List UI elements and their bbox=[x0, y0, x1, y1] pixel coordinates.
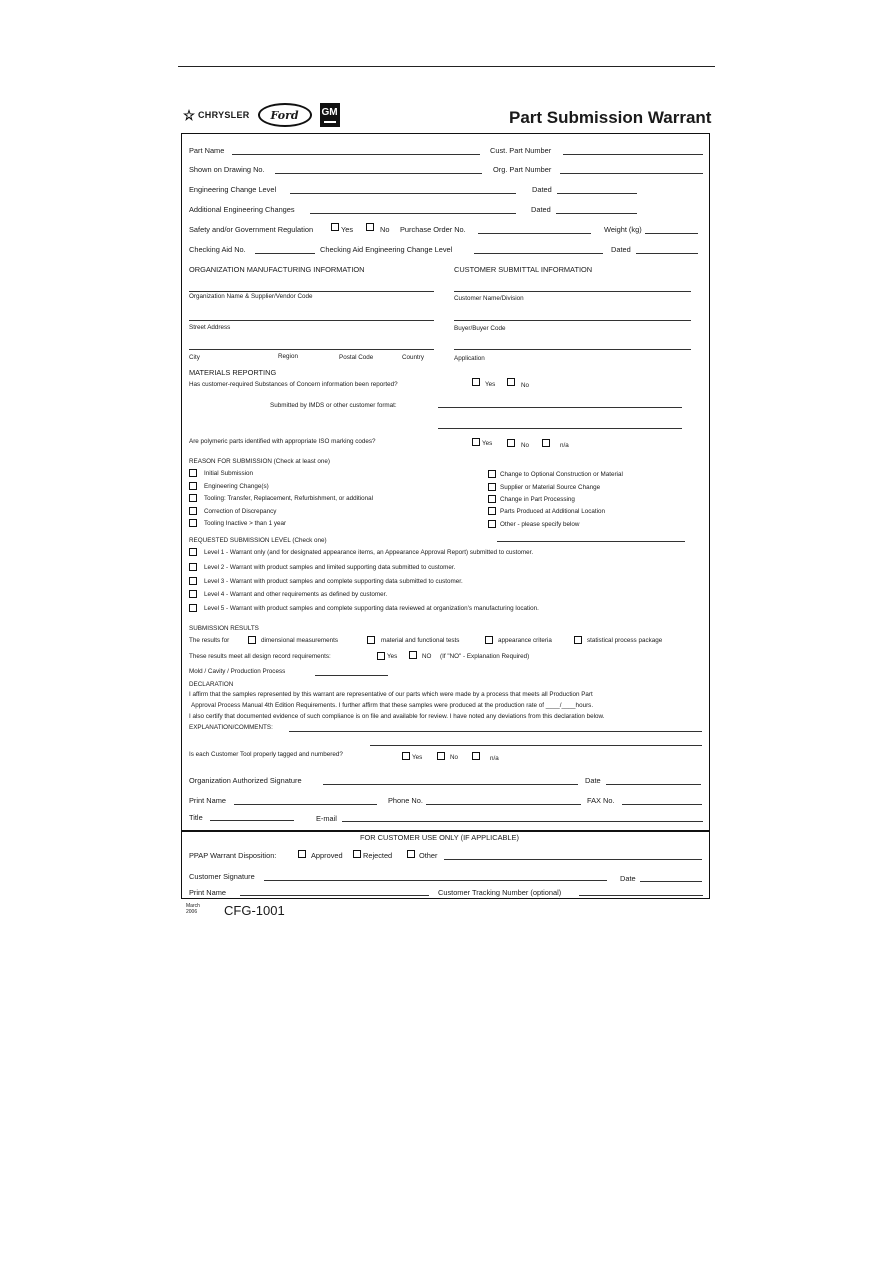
reason-checkbox[interactable] bbox=[189, 469, 197, 477]
customer-print-name-field[interactable] bbox=[240, 895, 429, 896]
customer-signature-label: Customer Signature bbox=[189, 872, 255, 881]
title-label: Title bbox=[189, 813, 203, 822]
ford-wordmark: Ford bbox=[270, 108, 299, 122]
declaration-heading: DECLARATION bbox=[189, 681, 234, 688]
meet-requirements-label: These results meet all design record requirements: bbox=[189, 653, 331, 660]
reason-checkbox[interactable] bbox=[488, 470, 496, 478]
region-label: Region bbox=[278, 353, 298, 360]
email-field[interactable] bbox=[342, 821, 703, 822]
reason-label: Other - please specify below bbox=[500, 521, 580, 528]
other-label: Other bbox=[419, 851, 438, 860]
print-name-field[interactable] bbox=[234, 804, 377, 805]
material-tests-label: material and functional tests bbox=[381, 637, 460, 644]
postal-code-label: Postal Code bbox=[339, 354, 374, 361]
level-3-checkbox[interactable] bbox=[189, 577, 197, 585]
drawing-no-label: Shown on Drawing No. bbox=[189, 165, 265, 174]
level-4-label: Level 4 - Warrant and other requirements as defined by customer. bbox=[204, 591, 388, 598]
street-address-field[interactable] bbox=[189, 320, 434, 321]
level-5-checkbox[interactable] bbox=[189, 604, 197, 612]
safety-yes-checkbox[interactable] bbox=[331, 223, 339, 231]
explanation-label: EXPLANATION/COMMENTS: bbox=[189, 724, 273, 731]
meet-yes-checkbox[interactable] bbox=[377, 652, 385, 660]
phone-label: Phone No. bbox=[388, 796, 423, 805]
materials-heading: MATERIALS REPORTING bbox=[189, 368, 277, 377]
org-name-field[interactable] bbox=[189, 291, 434, 292]
dated-2-field[interactable] bbox=[556, 213, 637, 214]
approved-label: Approved bbox=[311, 851, 343, 860]
customer-signature-field[interactable] bbox=[264, 880, 607, 881]
dated-1-field[interactable] bbox=[557, 193, 637, 194]
footer-date: March 2006 bbox=[186, 903, 200, 915]
chrysler-wordmark: CHRYSLER bbox=[198, 110, 250, 120]
org-signature-label: Organization Authorized Signature bbox=[189, 776, 302, 785]
level-1-checkbox[interactable] bbox=[189, 548, 197, 556]
org-info-heading: ORGANIZATION MANUFACTURING INFORMATION bbox=[189, 265, 365, 274]
reason-label: Initial Submission bbox=[204, 470, 253, 477]
reason-label: Tooling Inactive > than 1 year bbox=[204, 520, 287, 527]
explanation-field[interactable] bbox=[289, 731, 702, 732]
submitted-by-label: Submitted by IMDS or other customer format: bbox=[270, 402, 397, 409]
eng-change-level-label: Engineering Change Level bbox=[189, 185, 277, 194]
checking-aid-field[interactable] bbox=[255, 253, 315, 254]
tracking-number-label: Customer Tracking Number (optional) bbox=[438, 888, 562, 897]
pentastar-icon bbox=[183, 109, 195, 121]
approved-checkbox[interactable] bbox=[298, 850, 306, 858]
polymeric-na-checkbox[interactable] bbox=[542, 439, 550, 447]
tool-no-label: No bbox=[450, 754, 459, 761]
customer-date-label: Date bbox=[620, 874, 636, 883]
tracking-number-field[interactable] bbox=[579, 895, 703, 896]
declaration-line-1: I affirm that the samples represented by this warrant are representative of our parts which were made by a process that meets all Production Part bbox=[189, 691, 593, 698]
tool-no-checkbox[interactable] bbox=[437, 752, 445, 760]
brand-logos bbox=[183, 102, 340, 128]
substances-no-label: No bbox=[521, 382, 530, 389]
customer-info-heading: CUSTOMER SUBMITTAL INFORMATION bbox=[454, 265, 593, 274]
weight-label: Weight (kg) bbox=[604, 225, 642, 234]
polymeric-yes-label: Yes bbox=[482, 440, 493, 447]
declaration-line-2: Approval Process Manual 4th Edition Requirements. I further affirm that these samples were produced at the production rate of ____/____hours. bbox=[191, 702, 594, 709]
reason-checkbox[interactable] bbox=[488, 495, 496, 503]
substances-no-checkbox[interactable] bbox=[507, 378, 515, 386]
polymeric-no-label: No bbox=[521, 442, 530, 449]
level-heading: REQUESTED SUBMISSION LEVEL (Check one) bbox=[189, 537, 327, 544]
safety-yes-label: Yes bbox=[341, 225, 354, 234]
org-date-label: Date bbox=[585, 776, 601, 785]
dated-1-label: Dated bbox=[532, 185, 552, 194]
appearance-checkbox[interactable] bbox=[485, 636, 493, 644]
reason-label: Tooling: Transfer, Replacement, Refurbishment, or additional bbox=[204, 495, 374, 502]
gm-wordmark: GM bbox=[321, 107, 338, 119]
level-2-checkbox[interactable] bbox=[189, 563, 197, 571]
polymeric-question: Are polymeric parts identified with appropriate ISO marking codes? bbox=[189, 438, 376, 445]
substances-yes-label: Yes bbox=[485, 381, 496, 388]
city-region-field[interactable] bbox=[189, 349, 434, 350]
rejected-checkbox[interactable] bbox=[353, 850, 361, 858]
country-label: Country bbox=[402, 354, 425, 361]
dated-3-label: Dated bbox=[611, 245, 631, 254]
dated-3-field[interactable] bbox=[636, 253, 698, 254]
meet-yes-label: Yes bbox=[387, 653, 398, 660]
explanation-field-2[interactable] bbox=[370, 745, 702, 746]
org-name-label: Organization Name & Supplier/Vendor Code bbox=[189, 293, 313, 300]
reason-checkbox[interactable] bbox=[488, 483, 496, 491]
spc-label: statistical process package bbox=[587, 637, 663, 644]
org-date-field[interactable] bbox=[606, 784, 701, 785]
customer-date-field[interactable] bbox=[640, 881, 702, 882]
org-signature-field[interactable] bbox=[323, 784, 578, 785]
appearance-label: appearance criteria bbox=[498, 637, 552, 644]
phone-field[interactable] bbox=[426, 804, 581, 805]
safety-regulation-label: Safety and/or Government Regulation bbox=[189, 225, 314, 234]
submitted-by-field-2[interactable] bbox=[438, 428, 682, 429]
reason-label: Change to Optional Construction or Material bbox=[500, 471, 623, 478]
buyer-label: Buyer/Buyer Code bbox=[454, 325, 506, 332]
city-label: City bbox=[189, 354, 200, 361]
reason-heading: REASON FOR SUBMISSION (Check at least one) bbox=[189, 458, 331, 465]
customer-print-name-label: Print Name bbox=[189, 888, 226, 897]
application-label: Application bbox=[454, 355, 485, 362]
reason-label: Parts Produced at Additional Location bbox=[500, 508, 606, 515]
purchase-order-field[interactable] bbox=[478, 233, 591, 234]
cust-part-number-field[interactable] bbox=[563, 154, 703, 155]
page-title: Part Submission Warrant bbox=[509, 108, 712, 127]
reason-label: Supplier or Material Source Change bbox=[500, 484, 601, 491]
level-3-label: Level 3 - Warrant with product samples and complete supporting data submitted to customer. bbox=[204, 578, 463, 585]
reason-checkbox[interactable] bbox=[488, 507, 496, 515]
results-for-label: The results for bbox=[189, 637, 230, 644]
level-1-label: Level 1 - Warrant only (and for designated appearance items, an Appearance Approval Report) submitted to customer. bbox=[204, 549, 534, 556]
checking-aid-label: Checking Aid No. bbox=[189, 245, 246, 254]
material-tests-checkbox[interactable] bbox=[367, 636, 375, 644]
other-checkbox[interactable] bbox=[407, 850, 415, 858]
tool-na-label: n/a bbox=[490, 755, 499, 762]
mold-process-label: Mold / Cavity / Production Process bbox=[189, 668, 286, 675]
weight-field[interactable] bbox=[645, 233, 698, 234]
checking-aid-eng-change-label: Checking Aid Engineering Change Level bbox=[320, 245, 453, 254]
reason-label: Correction of Discrepancy bbox=[204, 508, 277, 515]
fax-label: FAX No. bbox=[587, 796, 615, 805]
form-code: CFG-1001 bbox=[224, 903, 285, 918]
email-label: E-mail bbox=[316, 814, 337, 823]
substances-question: Has customer-required Substances of Concern information been reported? bbox=[189, 381, 398, 388]
tool-yes-checkbox[interactable] bbox=[402, 752, 410, 760]
street-address-label: Street Address bbox=[189, 324, 231, 331]
polymeric-na-label: n/a bbox=[560, 442, 569, 449]
additional-eng-changes-field[interactable] bbox=[310, 213, 516, 214]
tool-question: Is each Customer Tool properly tagged and numbered? bbox=[189, 751, 343, 758]
purchase-order-label: Purchase Order No. bbox=[400, 225, 466, 234]
dimensional-label: dimensional measurements bbox=[261, 637, 338, 644]
dated-2-label: Dated bbox=[531, 205, 551, 214]
org-part-number-label: Org. Part Number bbox=[493, 165, 552, 174]
chrysler-logo bbox=[183, 109, 250, 121]
reason-checkbox[interactable] bbox=[189, 494, 197, 502]
results-heading: SUBMISSION RESULTS bbox=[189, 625, 259, 632]
polymeric-yes-checkbox[interactable] bbox=[472, 438, 480, 446]
level-5-label: Level 5 - Warrant with product samples and complete supporting data reviewed at organization's manufacturing location. bbox=[204, 605, 539, 612]
explanation-required-note: (If "NO" - Explanation Required) bbox=[440, 653, 530, 660]
reason-checkbox[interactable] bbox=[189, 519, 197, 527]
checking-aid-eng-change-field[interactable] bbox=[474, 253, 603, 254]
reason-label: Change in Part Processing bbox=[500, 496, 575, 503]
other-specify-field[interactable] bbox=[497, 541, 685, 542]
print-name-label: Print Name bbox=[189, 796, 226, 805]
level-2-label: Level 2 - Warrant with product samples and limited supporting data submitted to customer. bbox=[204, 564, 456, 571]
substances-yes-checkbox[interactable] bbox=[472, 378, 480, 386]
eng-change-level-field[interactable] bbox=[290, 193, 516, 194]
part-name-field[interactable] bbox=[232, 154, 480, 155]
polymeric-no-checkbox[interactable] bbox=[507, 439, 515, 447]
safety-no-checkbox[interactable] bbox=[366, 223, 374, 231]
buyer-field[interactable] bbox=[454, 320, 691, 321]
reason-label: Engineering Change(s) bbox=[204, 483, 269, 490]
cust-part-number-label: Cust. Part Number bbox=[490, 146, 552, 155]
ford-logo bbox=[258, 103, 312, 127]
top-rule bbox=[178, 66, 715, 67]
org-part-number-field[interactable] bbox=[560, 173, 703, 174]
customer-name-label: Customer Name/Division bbox=[454, 295, 524, 302]
customer-section-divider bbox=[181, 830, 710, 832]
reason-checkbox[interactable] bbox=[488, 520, 496, 528]
dimensional-checkbox[interactable] bbox=[248, 636, 256, 644]
level-4-checkbox[interactable] bbox=[189, 590, 197, 598]
spc-checkbox[interactable] bbox=[574, 636, 582, 644]
declaration-line-3: I also certify that documented evidence of such compliance is on file and available for review. I have noted any deviations from this declaration below. bbox=[189, 713, 605, 720]
part-name-label: Part Name bbox=[189, 146, 225, 155]
drawing-no-field[interactable] bbox=[275, 173, 482, 174]
additional-eng-changes-label: Additional Engineering Changes bbox=[189, 205, 295, 214]
title-field[interactable] bbox=[210, 820, 294, 821]
safety-no-label: No bbox=[380, 225, 390, 234]
submitted-by-field[interactable] bbox=[438, 407, 682, 408]
fax-field[interactable] bbox=[622, 804, 702, 805]
reason-checkbox[interactable] bbox=[189, 482, 197, 490]
tool-yes-label: Yes bbox=[412, 754, 423, 761]
rejected-label: Rejected bbox=[363, 851, 393, 860]
customer-use-heading: FOR CUSTOMER USE ONLY (IF APPLICABLE) bbox=[360, 833, 519, 842]
other-field[interactable] bbox=[444, 859, 702, 860]
gm-logo bbox=[320, 103, 340, 127]
customer-name-field[interactable] bbox=[454, 291, 691, 292]
application-field[interactable] bbox=[454, 349, 691, 350]
reason-checkbox[interactable] bbox=[189, 507, 197, 515]
meet-no-label: NO bbox=[422, 653, 432, 660]
mold-process-field[interactable] bbox=[315, 675, 388, 676]
meet-no-checkbox[interactable] bbox=[409, 651, 417, 659]
tool-na-checkbox[interactable] bbox=[472, 752, 480, 760]
disposition-label: PPAP Warrant Disposition: bbox=[189, 851, 277, 860]
